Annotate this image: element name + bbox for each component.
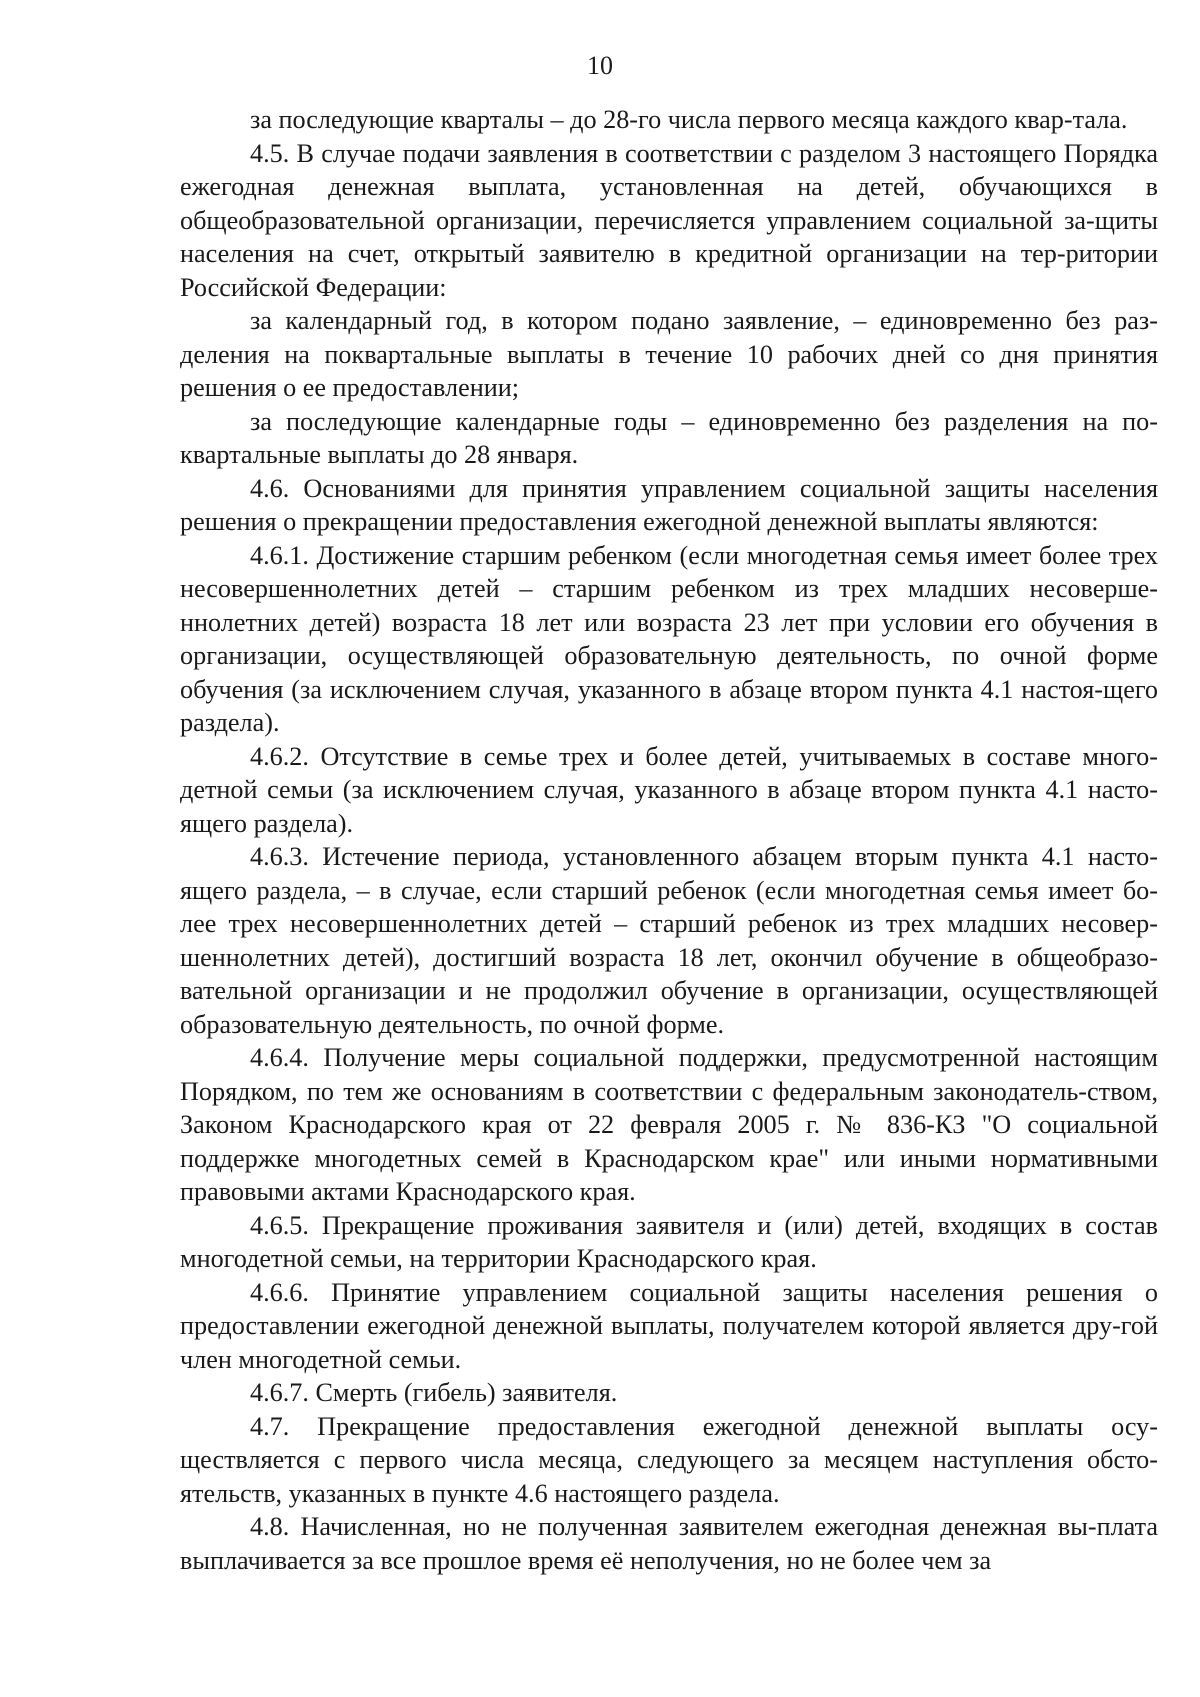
paragraph: 4.6.6. Принятие управлением социальной защиты населения решения о предоставлении ежегодной денежной выплаты, получателем которой является дру-гой член многодетной семьи. [180, 1277, 1158, 1374]
paragraph: 4.5. В случае подачи заявления в соответствии с разделом 3 настоящего Порядка ежегодная денежная выплата, установленная на детей, обучающихся в общеобразовательной организации, перечисляется управлением социальной за-щиты населения на счет, открытый заявителю в кредитной организации на тер-ритории Российской Федерации: [180, 138, 1158, 302]
page-number: 10 [587, 51, 613, 80]
paragraph: 4.6.1. Достижение старшим ребенком (если многодетная семья имеет более трех несовершеннолетних детей – старшим ребенком из трех младших несоверше-ннолетних детей) возраста 18 лет или возраста 23 лет при условии его обучения в организации, осуществляющей образовательную деятельность, по очной форме обучения (за исключением случая, указанного в абзаце втором пункта 4.1 настоя-щего раздела). [180, 540, 1158, 737]
paragraph: за календарный год, в котором подано заявление, – единовременно без раз-деления на поквартальные выплаты в течение 10 рабочих дней со дня принятия решения о ее предоставлении; [180, 306, 1158, 402]
paragraph: за последующие кварталы – до 28-го числа первого месяца каждого квар-тала. [250, 105, 1128, 134]
paragraph: 4.8. Начисленная, но не полученная заявителем ежегодная денежная вы-плата выплачивается за все прошлое время её неполучения, но не более чем за [180, 1512, 1158, 1575]
paragraph: 4.6.2. Отсутствие в семье трех и более детей, учитываемых в составе много-детной семьи (за исключением случая, указанного в абзаце втором пункта 4.1 насто-ящего раздела). [180, 741, 1158, 838]
paragraph: 4.7. Прекращение предоставления ежегодной денежной выплаты осу-ществляется с первого числа месяца, следующего за месяцем наступления обсто-ятельств, указанных в пункте 4.6 настоящего раздела. [180, 1411, 1158, 1508]
paragraph: за последующие календарные годы – единовременно без разделения на по-квартальные выплаты до 28 января. [180, 406, 1158, 469]
paragraph: 4.6. Основаниями для принятия управлением социальной защиты населения решения о прекращении предоставления ежегодной денежной выплаты являются: [180, 473, 1158, 536]
paragraph: 4.6.7. Смерть (гибель) заявителя. [250, 1378, 618, 1407]
document-body [180, 103, 1158, 1577]
paragraph: 4.6.3. Истечение периода, установленного абзацем вторым пункта 4.1 насто-ящего раздела, – в случае, если старший ребенок (если многодетная семья имеет бо-лее трех несовершеннолетних детей – старший ребенок из трех младших несовер-шеннолетних детей), достигший возраста 18 лет, окончил обучение в общеобразо-вательной организации и не продолжил обучение в организации, осуществляющей образовательную деятельность, по очной форме. [180, 842, 1158, 1039]
paragraph: 4.6.4. Получение меры социальной поддержки, предусмотренной настоящим Порядком, по тем же основаниям в соответствии с федеральным законодатель-ством, Законом Краснодарского края от 22 февраля 2005 г. № 836-КЗ "О социальной поддержке многодетных семей в Краснодарском крае" или иными нормативными правовыми актами Краснодарского края. [180, 1043, 1158, 1206]
paragraph: 4.6.5. Прекращение проживания заявителя и (или) детей, входящих в состав многодетной семьи, на территории Краснодарского края. [180, 1210, 1158, 1273]
